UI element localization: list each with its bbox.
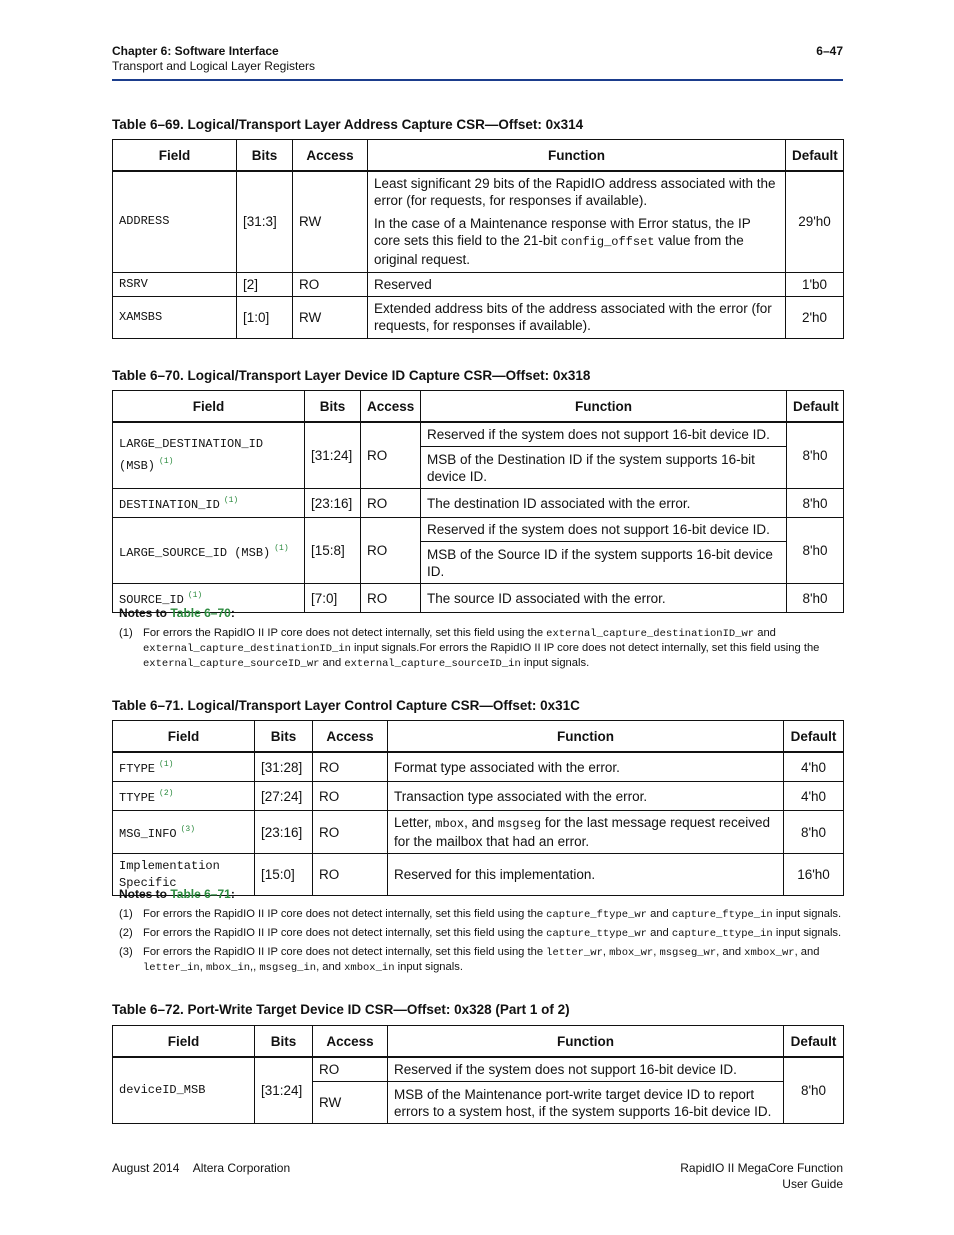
access-value: RO bbox=[361, 422, 421, 489]
table-header-row bbox=[113, 721, 844, 753]
default-value: 8'h0 bbox=[787, 489, 844, 518]
field-label: FTYPE bbox=[119, 762, 156, 776]
function-text: In the case of a Maintenance response with Error status, the IP core sets this field to the 21-bit bbox=[374, 216, 751, 249]
table-row bbox=[113, 489, 844, 518]
signal-name: config_offset bbox=[560, 235, 655, 250]
signal-name: capture_ftype_in bbox=[671, 909, 773, 921]
default-value: 16'h0 bbox=[784, 854, 844, 896]
column-header-access: Access bbox=[361, 391, 421, 423]
table-70-caption: Table 6–70. Logical/Transport Layer Device ID Capture CSR—Offset: 0x318 bbox=[112, 368, 591, 383]
page-header bbox=[112, 43, 843, 81]
access-value: RO bbox=[293, 272, 368, 296]
column-header-function: Function bbox=[388, 1026, 784, 1058]
footer-product: RapidIO II MegaCore Function bbox=[680, 1161, 843, 1175]
note-text: For errors the RapidIO II IP core does not detect internally, set this field using the bbox=[143, 908, 547, 920]
function-description: Transaction type associated with the error. bbox=[388, 782, 784, 811]
function-description: Extended address bits of the address associated with the error (for requests, for responses if available). bbox=[368, 296, 786, 338]
default-value: 29'h0 bbox=[786, 171, 844, 272]
field-name bbox=[113, 489, 305, 518]
footnote-ref: (1) bbox=[274, 543, 289, 553]
function-description: Reserved if the system does not support 16-bit device ID. bbox=[421, 518, 787, 542]
function-description: The destination ID associated with the error. bbox=[421, 489, 787, 518]
function-description: The source ID associated with the error. bbox=[421, 584, 787, 613]
section-title: Transport and Logical Layer Registers bbox=[112, 59, 315, 73]
note-text: , and bbox=[716, 946, 745, 958]
table-row bbox=[113, 422, 844, 447]
footnote-ref: (1) bbox=[223, 496, 239, 505]
signal-name: capture_ttype_wr bbox=[546, 928, 647, 940]
note-text: input signals. bbox=[772, 927, 842, 939]
table-69 bbox=[112, 139, 844, 339]
access-value: RO bbox=[361, 518, 421, 584]
table-row bbox=[113, 272, 844, 296]
signal-name: msgseg bbox=[497, 817, 542, 831]
column-header-field: Field bbox=[113, 721, 255, 753]
note-text: For errors the RapidIO II IP core does not detect internally, set this field using the bbox=[143, 946, 547, 958]
table-link[interactable]: Table 6–70 bbox=[170, 606, 231, 620]
note-text: , bbox=[199, 961, 206, 973]
column-header-bits: Bits bbox=[255, 721, 313, 753]
field-label: MSG_INFO bbox=[119, 827, 177, 841]
function-description bbox=[368, 171, 786, 272]
field-label: LARGE_DESTINATION_ID (MSB) bbox=[119, 437, 264, 473]
default-value: 8'h0 bbox=[784, 811, 844, 854]
table-header-row bbox=[113, 140, 844, 172]
footnote bbox=[119, 945, 843, 975]
function-description: Reserved if the system does not support 16-bit device ID. bbox=[421, 422, 787, 447]
column-header-field: Field bbox=[113, 391, 305, 423]
table-72-caption: Table 6–72. Port-Write Target Device ID CSR—Offset: 0x328 (Part 1 of 2) bbox=[112, 1002, 570, 1017]
note-text: input signals.For errors the RapidIO II IP core does not detect internally, set this field using the bbox=[350, 642, 820, 654]
footnote-ref: (1) bbox=[159, 760, 174, 769]
column-header-function: Function bbox=[368, 140, 786, 172]
column-header-access: Access bbox=[313, 1026, 388, 1058]
note-text: , and bbox=[794, 946, 820, 958]
field-label: TTYPE bbox=[119, 791, 156, 805]
footer-doc-type: User Guide bbox=[782, 1177, 843, 1191]
signal-name: mbox bbox=[435, 817, 465, 831]
footer-left bbox=[112, 1161, 290, 1175]
bits-value: [15:0] bbox=[255, 854, 313, 896]
footnote bbox=[119, 907, 843, 922]
function-description: MSB of the Destination ID if the system supports 16-bit device ID. bbox=[421, 447, 787, 489]
footnote bbox=[119, 926, 843, 941]
access-value: RO bbox=[313, 811, 388, 854]
signal-name: msgseg_in bbox=[259, 962, 317, 974]
table-row bbox=[113, 171, 844, 272]
column-header-default: Default bbox=[786, 140, 844, 172]
signal-name: xmbox_wr bbox=[744, 947, 795, 959]
footer-date: August 2014 bbox=[112, 1161, 180, 1175]
footnote-ref: (1) bbox=[187, 591, 203, 600]
notes-colon: : bbox=[230, 887, 235, 901]
notes-title bbox=[119, 606, 843, 620]
field-name bbox=[113, 811, 255, 854]
footnote-ref: (2) bbox=[159, 789, 174, 798]
table-70 bbox=[112, 390, 844, 613]
note-text: input signals. bbox=[394, 961, 463, 973]
function-description: Format type associated with the error. bbox=[388, 752, 784, 782]
table-link[interactable]: Table 6–71 bbox=[170, 887, 231, 901]
note-text: and bbox=[647, 908, 672, 920]
footnote bbox=[119, 626, 843, 671]
footnote-number: (2) bbox=[119, 927, 133, 939]
note-text: input signals. bbox=[772, 908, 842, 920]
notes-label: Notes to bbox=[119, 887, 171, 901]
field-name: ADDRESS bbox=[113, 171, 237, 272]
table-row bbox=[113, 752, 844, 782]
field-name bbox=[113, 422, 305, 489]
field-name: RSRV bbox=[113, 272, 237, 296]
table-71 bbox=[112, 720, 844, 896]
function-description: MSB of the Maintenance port-write target device ID to report errors to a system host, if the system supports 16-bit device ID. bbox=[388, 1082, 784, 1124]
note-text: For errors the RapidIO II IP core does not detect internally, set this field using the bbox=[143, 627, 547, 639]
table-header-row bbox=[113, 391, 844, 423]
notes-colon: : bbox=[230, 606, 235, 620]
field-label: DESTINATION_ID bbox=[119, 498, 220, 512]
footnote-ref: (1) bbox=[159, 457, 174, 466]
access-value: RO bbox=[313, 1057, 388, 1082]
table-row bbox=[113, 296, 844, 338]
signal-name: letter_in bbox=[143, 962, 200, 974]
notes-title bbox=[119, 887, 843, 901]
note-text: , and bbox=[316, 961, 345, 973]
bits-value: [31:24] bbox=[255, 1057, 313, 1124]
bits-value: [23:16] bbox=[255, 811, 313, 854]
access-value: RO bbox=[313, 854, 388, 896]
function-description: Reserved bbox=[368, 272, 786, 296]
column-header-default: Default bbox=[784, 721, 844, 753]
function-text: for the last message request received for the mailbox that had an error. bbox=[394, 815, 770, 849]
column-header-access: Access bbox=[313, 721, 388, 753]
note-text: ,, bbox=[250, 961, 260, 973]
note-text: input signals. bbox=[520, 657, 590, 669]
table-row bbox=[113, 782, 844, 811]
table-header-row bbox=[113, 1026, 844, 1058]
function-description: MSB of the Source ID if the system supports 16-bit device ID. bbox=[421, 542, 787, 584]
bits-value: [31:24] bbox=[305, 422, 361, 489]
table-row bbox=[113, 1057, 844, 1082]
signal-name: external_capture_sourceID_in bbox=[344, 658, 521, 670]
function-description: Reserved if the system does not support 16-bit device ID. bbox=[388, 1057, 784, 1082]
bits-value: [15:8] bbox=[305, 518, 361, 584]
field-label: LARGE_SOURCE_ID (MSB) bbox=[119, 545, 271, 560]
column-header-default: Default bbox=[784, 1026, 844, 1058]
column-header-bits: Bits bbox=[237, 140, 293, 172]
signal-name: capture_ftype_wr bbox=[546, 909, 647, 921]
footnote-ref: (3) bbox=[180, 825, 196, 834]
signal-name: external_capture_sourceID_wr bbox=[143, 658, 320, 670]
access-value: RW bbox=[313, 1082, 388, 1124]
signal-name: msgseg_wr bbox=[659, 947, 717, 959]
page-number: 6–47 bbox=[816, 44, 843, 58]
default-value: 8'h0 bbox=[784, 1057, 844, 1124]
field-name: Implementation Specific bbox=[113, 854, 255, 896]
access-value: RO bbox=[361, 584, 421, 613]
function-description bbox=[388, 811, 784, 854]
column-header-field: Field bbox=[113, 140, 237, 172]
note-text: and bbox=[647, 927, 672, 939]
column-header-bits: Bits bbox=[255, 1026, 313, 1058]
chapter-title: Chapter 6: Software Interface bbox=[112, 44, 279, 58]
column-header-function: Function bbox=[388, 721, 784, 753]
default-value: 4'h0 bbox=[784, 752, 844, 782]
bits-value: [27:24] bbox=[255, 782, 313, 811]
column-header-field: Field bbox=[113, 1026, 255, 1058]
bits-value: [31:28] bbox=[255, 752, 313, 782]
footnote-number: (1) bbox=[119, 627, 133, 639]
notes-label: Notes to bbox=[119, 606, 171, 620]
bits-value: [7:0] bbox=[305, 584, 361, 613]
column-header-default: Default bbox=[787, 391, 844, 423]
table-72 bbox=[112, 1025, 844, 1124]
field-label: SOURCE_ID bbox=[119, 593, 184, 607]
access-value: RW bbox=[293, 171, 368, 272]
note-text: and bbox=[754, 627, 776, 639]
note-text: For errors the RapidIO II IP core does not detect internally, set this field using the bbox=[143, 927, 547, 939]
field-name bbox=[113, 518, 305, 584]
column-header-bits: Bits bbox=[305, 391, 361, 423]
bits-value: [23:16] bbox=[305, 489, 361, 518]
footer-company: Altera Corporation bbox=[192, 1161, 291, 1175]
access-value: RW bbox=[293, 296, 368, 338]
default-value: 8'h0 bbox=[787, 422, 844, 489]
function-text: , and bbox=[464, 815, 498, 830]
default-value: 8'h0 bbox=[787, 518, 844, 584]
signal-name: capture_ttype_in bbox=[671, 928, 773, 940]
page-footer bbox=[112, 1160, 843, 1194]
table-row bbox=[113, 811, 844, 854]
note-text: , bbox=[602, 946, 610, 958]
note-text: and bbox=[319, 657, 345, 669]
default-value: 2'h0 bbox=[786, 296, 844, 338]
column-header-function: Function bbox=[421, 391, 787, 423]
field-name bbox=[113, 752, 255, 782]
function-text: value from the original request. bbox=[374, 233, 744, 268]
signal-name: external_capture_destinationID_in bbox=[143, 643, 351, 655]
signal-name: mbox_wr bbox=[609, 947, 654, 959]
signal-name: xmbox_in bbox=[344, 962, 395, 974]
field-name bbox=[113, 782, 255, 811]
bits-value: [1:0] bbox=[237, 296, 293, 338]
access-value: RO bbox=[361, 489, 421, 518]
table-71-caption: Table 6–71. Logical/Transport Layer Control Capture CSR—Offset: 0x31C bbox=[112, 698, 580, 713]
signal-name: mbox_in bbox=[205, 962, 251, 974]
function-paragraph: Least significant 29 bits of the RapidIO address associated with the error (for requests, for responses if available). bbox=[374, 176, 776, 209]
function-paragraph bbox=[374, 215, 779, 268]
column-header-access: Access bbox=[293, 140, 368, 172]
field-name: XAMSBS bbox=[113, 296, 237, 338]
signal-name: external_capture_destinationID_wr bbox=[546, 628, 755, 640]
default-value: 4'h0 bbox=[784, 782, 844, 811]
field-name: deviceID_MSB bbox=[113, 1057, 255, 1124]
table-71-notes bbox=[119, 887, 843, 979]
bits-value: [31:3] bbox=[237, 171, 293, 272]
signal-name: letter_wr bbox=[546, 947, 603, 959]
access-value: RO bbox=[313, 782, 388, 811]
function-description: Reserved for this implementation. bbox=[388, 854, 784, 896]
access-value: RO bbox=[313, 752, 388, 782]
table-row bbox=[113, 518, 844, 542]
note-text: , bbox=[653, 946, 660, 958]
default-value: 1'b0 bbox=[786, 272, 844, 296]
bits-value: [2] bbox=[237, 272, 293, 296]
footnote-number: (1) bbox=[119, 908, 133, 920]
footnote-number: (3) bbox=[119, 946, 133, 958]
function-text: Letter, bbox=[394, 815, 436, 830]
table-70-notes bbox=[119, 606, 843, 675]
table-69-caption: Table 6–69. Logical/Transport Layer Address Capture CSR—Offset: 0x314 bbox=[112, 117, 584, 132]
default-value: 8'h0 bbox=[787, 584, 844, 613]
